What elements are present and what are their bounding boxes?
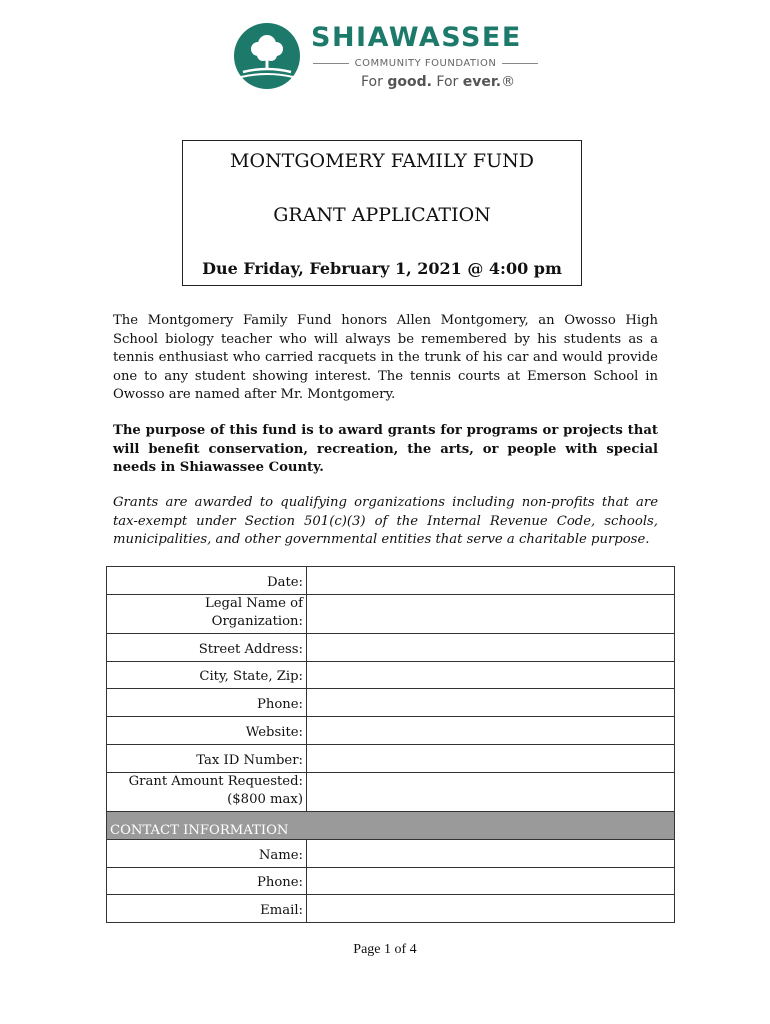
form-row-org [107,594,675,633]
fund-name: MONTGOMERY FAMILY FUND [230,150,534,172]
contact-name-field[interactable] [307,839,675,867]
application-form [106,566,675,923]
due-date: Due Friday, February 1, 2021 @ 4:00 pm [202,259,562,278]
form-row-contact-name [107,839,675,867]
foundation-logo [233,22,543,94]
form-row-phone [107,689,675,717]
form-row-website [107,717,675,745]
website-field[interactable] [307,717,675,745]
contact-phone-label: Phone: [107,867,307,895]
form-row-taxid [107,744,675,772]
contact-name-label: Name: [107,839,307,867]
title-box [182,140,582,286]
form-row-city [107,661,675,689]
form-row-amount [107,772,675,811]
org-name-label: Legal Name of Organization: [107,594,307,633]
date-field[interactable] [307,567,675,595]
logo-subtitle-text: COMMUNITY FOUNDATION [354,58,497,69]
tree-logo-icon [233,22,301,90]
taxid-field[interactable] [307,744,675,772]
org-name-field[interactable] [307,594,675,633]
street-label: Street Address: [107,633,307,661]
logo-name: SHIAWASSEE [311,22,522,53]
phone-field[interactable] [307,689,675,717]
taxid-label: Tax ID Number: [107,744,307,772]
date-label: Date: [107,567,307,595]
form-row-contact-email [107,895,675,923]
city-field[interactable] [307,661,675,689]
contact-section-title: CONTACT INFORMATION [107,811,675,839]
document-type: GRANT APPLICATION [273,204,491,226]
city-label: City, State, Zip: [107,661,307,689]
contact-email-field[interactable] [307,895,675,923]
form-row-date [107,567,675,595]
eligibility-paragraph: Grants are awarded to qualifying organizations including non-profits that are tax-exempt under Section 501(c)(3) of the Internal Revenue Code, schools, municipalities, and other governmental entities that serve a charitable purpose. [113,495,658,548]
form-row-street [107,633,675,661]
street-field[interactable] [307,633,675,661]
amount-field[interactable] [307,772,675,811]
logo-subtitle [313,58,538,69]
contact-phone-field[interactable] [307,867,675,895]
form-row-contact-phone [107,867,675,895]
phone-label: Phone: [107,689,307,717]
website-label: Website: [107,717,307,745]
page-number: Page 1 of 4 [353,942,417,957]
logo-tagline: For good. For ever.® [361,74,516,90]
contact-email-label: Email: [107,895,307,923]
intro-paragraph: The Montgomery Family Fund honors Allen Montgomery, an Owosso High School biology teacher who will always be remembered by his students as a tennis enthusiast who carried racquets in the trunk of his car and would provide one to any student showing interest. The tennis courts at Emerson School in Owosso are named after Mr. Montgomery. [113,313,658,403]
amount-label: Grant Amount Requested: ($800 max) [107,772,307,811]
purpose-paragraph: The purpose of this fund is to award grants for programs or projects that will benefit conservation, recreation, the arts, or people with special needs in Shiawassee County. [113,423,658,476]
contact-section-header [107,811,675,839]
